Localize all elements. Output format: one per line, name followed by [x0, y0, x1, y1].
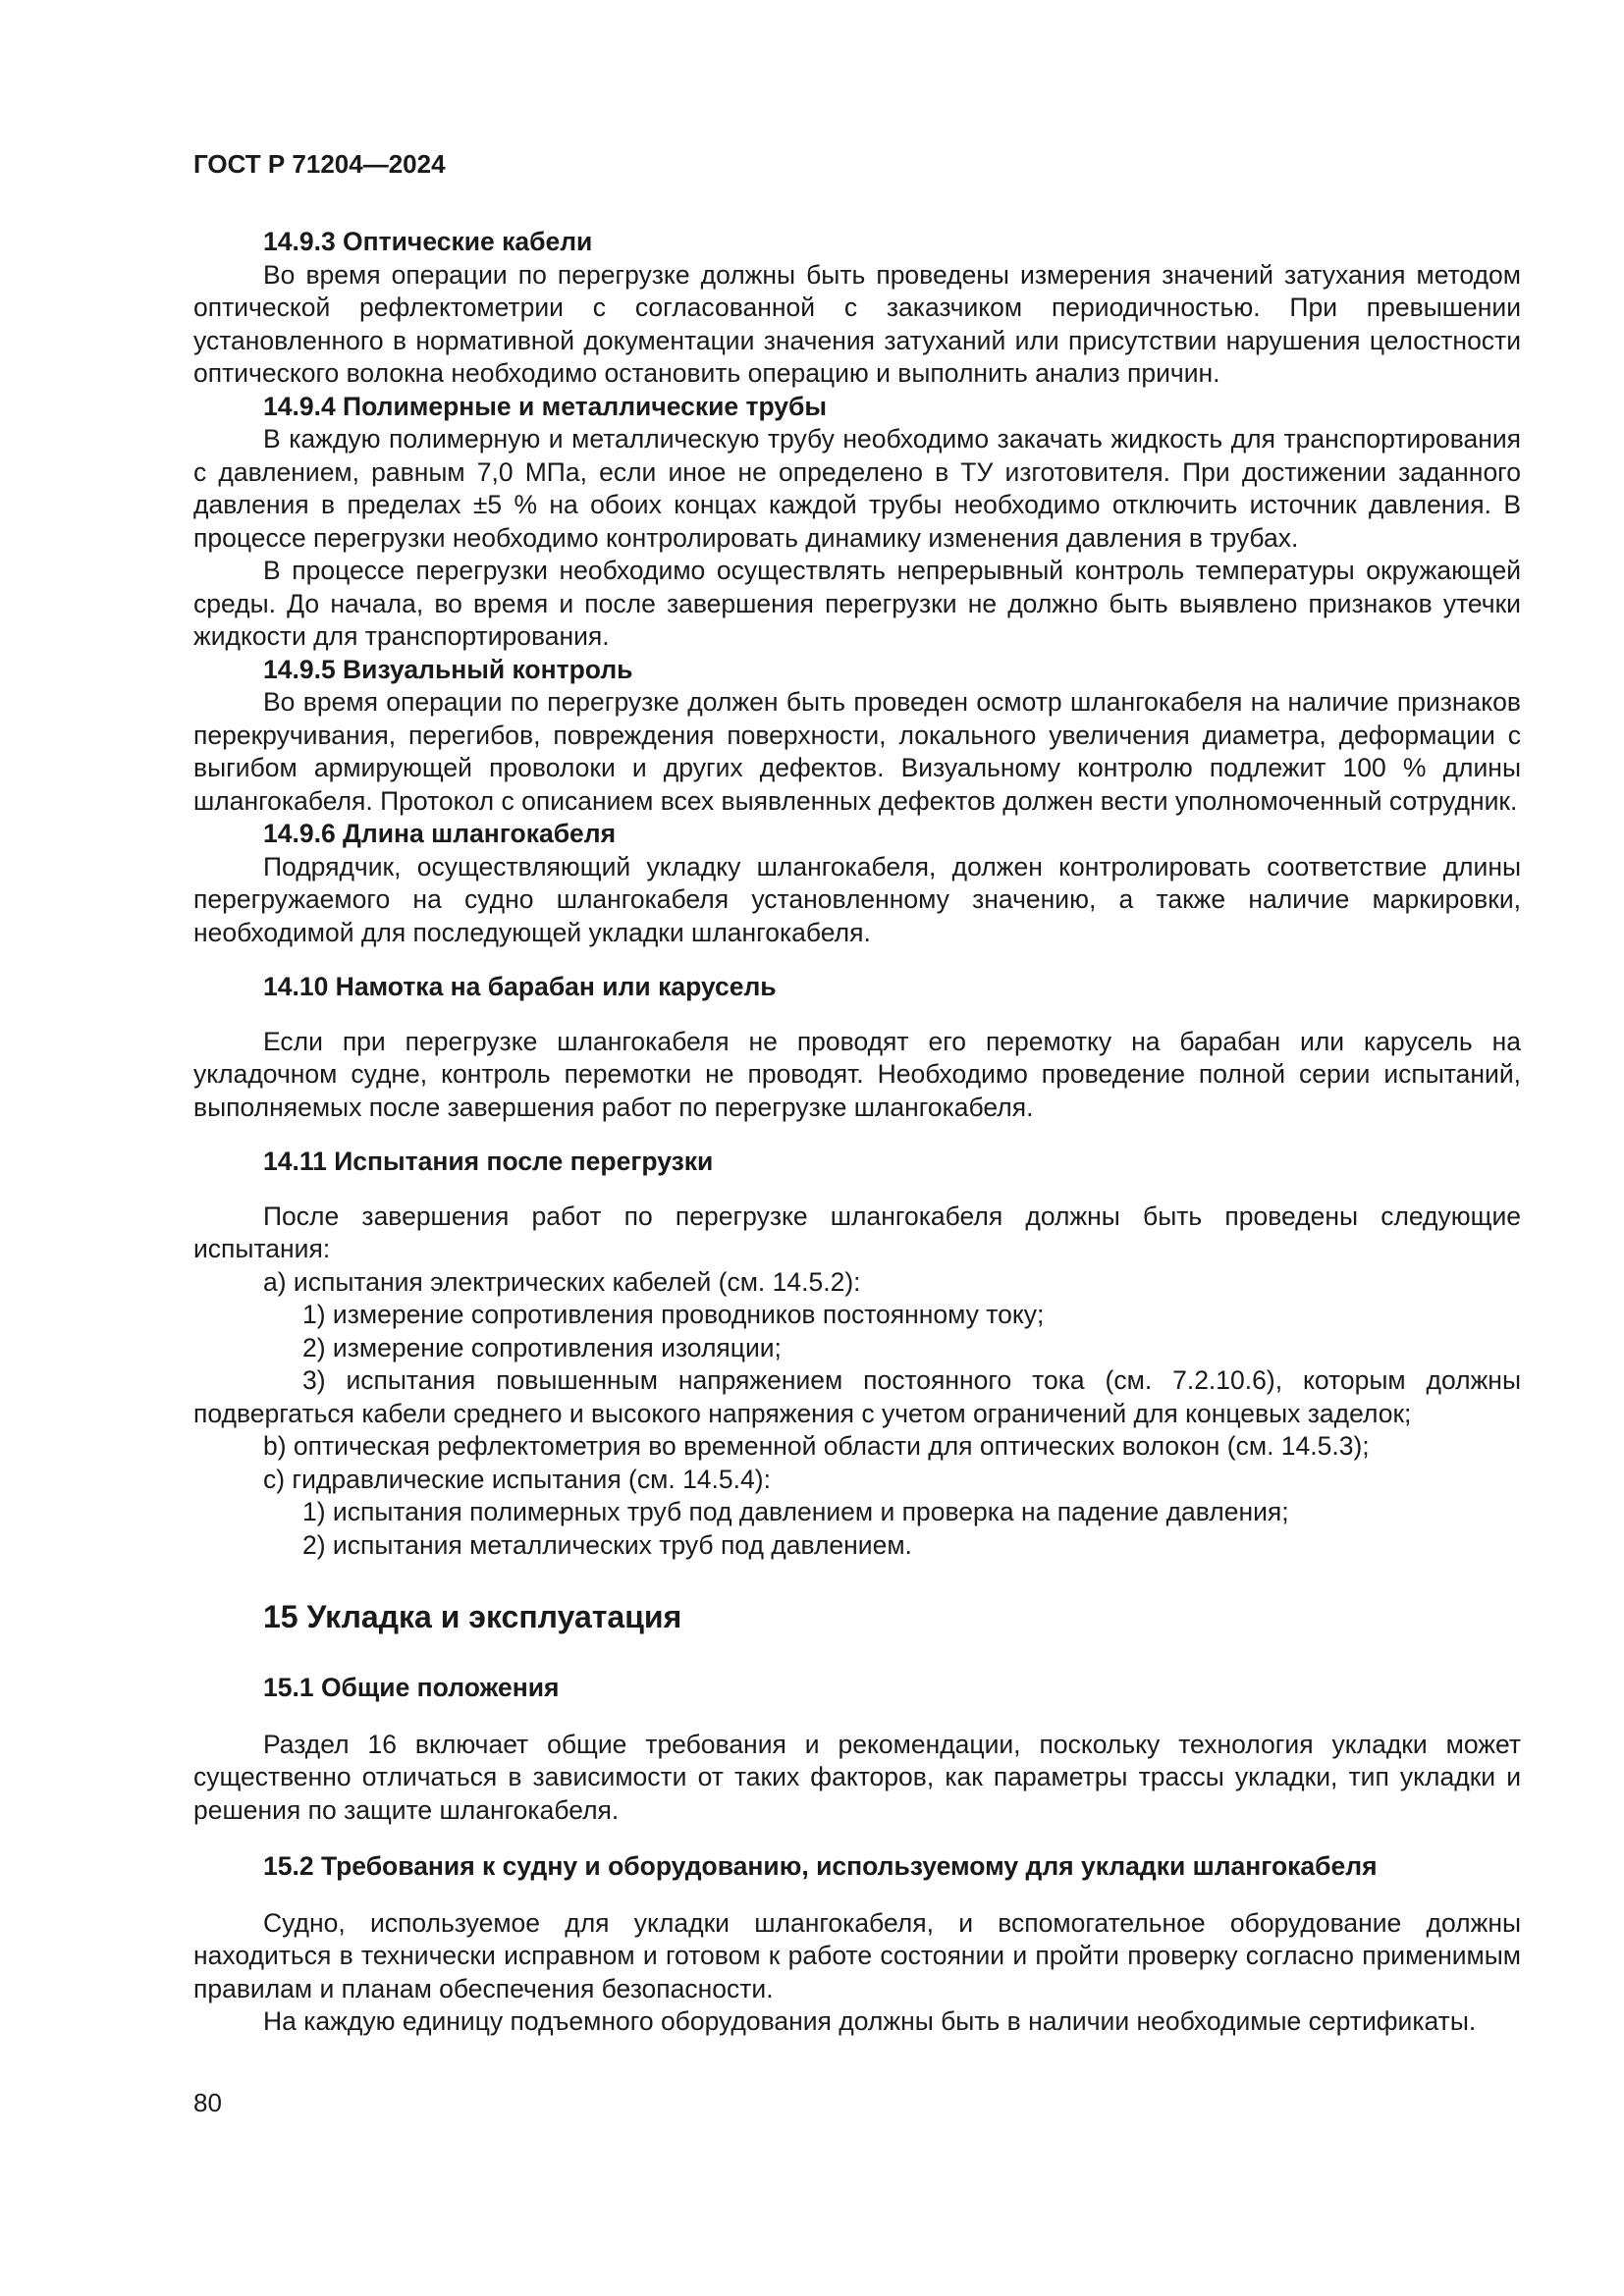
- list-item: 1) испытания полимерных труб под давлением и проверка на падение давления;: [302, 1497, 1289, 1526]
- list-item: 1) измерение сопротивления проводников постоянному току;: [302, 1300, 1045, 1329]
- section-heading: 15.1 Общие положения: [263, 1673, 560, 1702]
- paragraph: Судно, используемое для укладки шлангокабеля, и вспомогательное оборудование должны находиться в технически исправном и готовом к работе состоянии и пройти проверку согласно применимым правилам и планам обеспечения безопасности.: [193, 1907, 1521, 2003]
- paragraph: Если при перегрузке шлангокабеля не проводят его перемотку на барабан или карусель на укладочном судне, контроль перемотки не проводят. Необходимо проведение полной серии испытаний, выполняемых после завершения работ по перегрузке шлангокабеля.: [193, 1026, 1521, 1122]
- subsection-heading: 14.9.4 Полимерные и металлические трубы: [263, 391, 828, 421]
- paragraph: Во время операции по перегрузке должны быть проведены измерения значений затухания методом оптической рефлектометрии с согласованной с заказчиком периодичностью. При превышении установленного в нормативной документации значения затуханий или присутствии нарушения целостности оптического волокна необходимо остановить операцию и выполнить анализ причин.: [193, 259, 1521, 388]
- list-item: 2) измерение сопротивления изоляции;: [302, 1332, 782, 1362]
- paragraph: В процессе перегрузки необходимо осуществлять непрерывный контроль температуры окружающей среды. До начала, во время и после завершения перегрузки не должно быть выявлено признаков утечки жидкости для транспортирования.: [193, 556, 1521, 651]
- subsection-heading: 14.9.6 Длина шлангокабеля: [263, 819, 617, 848]
- list-item: 3) испытания повышенным напряжением постоянного тока (см. 7.2.10.6), которым должны подвергаться кабели среднего и высокого напряжения с учетом ограничений для концевых заделок;: [193, 1365, 1521, 1428]
- list-item: b) оптическая рефлектометрия во временной области для оптических волокон (см. 14.5.3);: [263, 1431, 1370, 1461]
- section-heading: 14.10 Намотка на барабан или карусель: [263, 972, 777, 1001]
- list-item: a) испытания электрических кабелей (см. 14.5.2):: [263, 1266, 861, 1297]
- list-item: 2) испытания металлических труб под давлением.: [302, 1529, 912, 1560]
- subsection-heading: 14.9.5 Визуальный контроль: [263, 654, 633, 684]
- paragraph: Раздел 16 включает общие требования и рекомендации, поскольку технология укладки может существенно отличаться в зависимости от таких факторов, как параметры трассы укладки, тип укладки и решения по защите шлангокабеля.: [193, 1729, 1521, 1825]
- paragraph: После завершения работ по перегрузке шлангокабеля должны быть проведены следующие испытания:: [193, 1201, 1521, 1263]
- paragraph: На каждую единицу подъемного оборудования должны быть в наличии необходимые сертификаты.: [263, 2006, 1477, 2036]
- section-heading: 15.2 Требования к судну и оборудованию, используемому для укладки шлангокабеля: [263, 1851, 1378, 1881]
- document-header: ГОСТ Р 71204—2024: [193, 149, 446, 179]
- paragraph: Во время операции по перегрузке должен быть проведен осмотр шлангокабеля на наличие признаков перекручивания, перегибов, повреждения поверхности, локального увеличения диаметра, деформации с выгибом армирующей проволоки и других дефектов. Визуальному контролю подлежит 100 % длины шлангокабеля. Протокол с описанием всех выявленных дефектов должен вести уполномоченный сотрудник.: [193, 687, 1521, 816]
- chapter-heading: 15 Укладка и эксплуатация: [263, 1599, 682, 1634]
- paragraph: В каждую полимерную и металлическую трубу необходимо закачать жидкость для транспортирования с давлением, равным 7,0 МПа, если иное не определено в ТУ изготовителя. При достижении заданного давления в пределах ±5 % на обоих концах каждой трубы необходимо отключить источник давления. В процессе перегрузки необходимо контролировать динамику изменения давления в трубах.: [193, 424, 1521, 553]
- paragraph: Подрядчик, осуществляющий укладку шлангокабеля, должен контролировать соответствие длины перегружаемого на судно шлангокабеля установленному значению, а также наличие маркировки, необходимой для последующей укладки шлангокабеля.: [193, 851, 1521, 947]
- section-heading: 14.11 Испытания после перегрузки: [263, 1147, 714, 1176]
- page-number: 80: [193, 2088, 222, 2117]
- subsection-heading: 14.9.3 Оптические кабели: [263, 227, 593, 256]
- list-item: c) гидравлические испытания (см. 14.5.4):: [263, 1464, 771, 1494]
- document-body: [193, 226, 1521, 2039]
